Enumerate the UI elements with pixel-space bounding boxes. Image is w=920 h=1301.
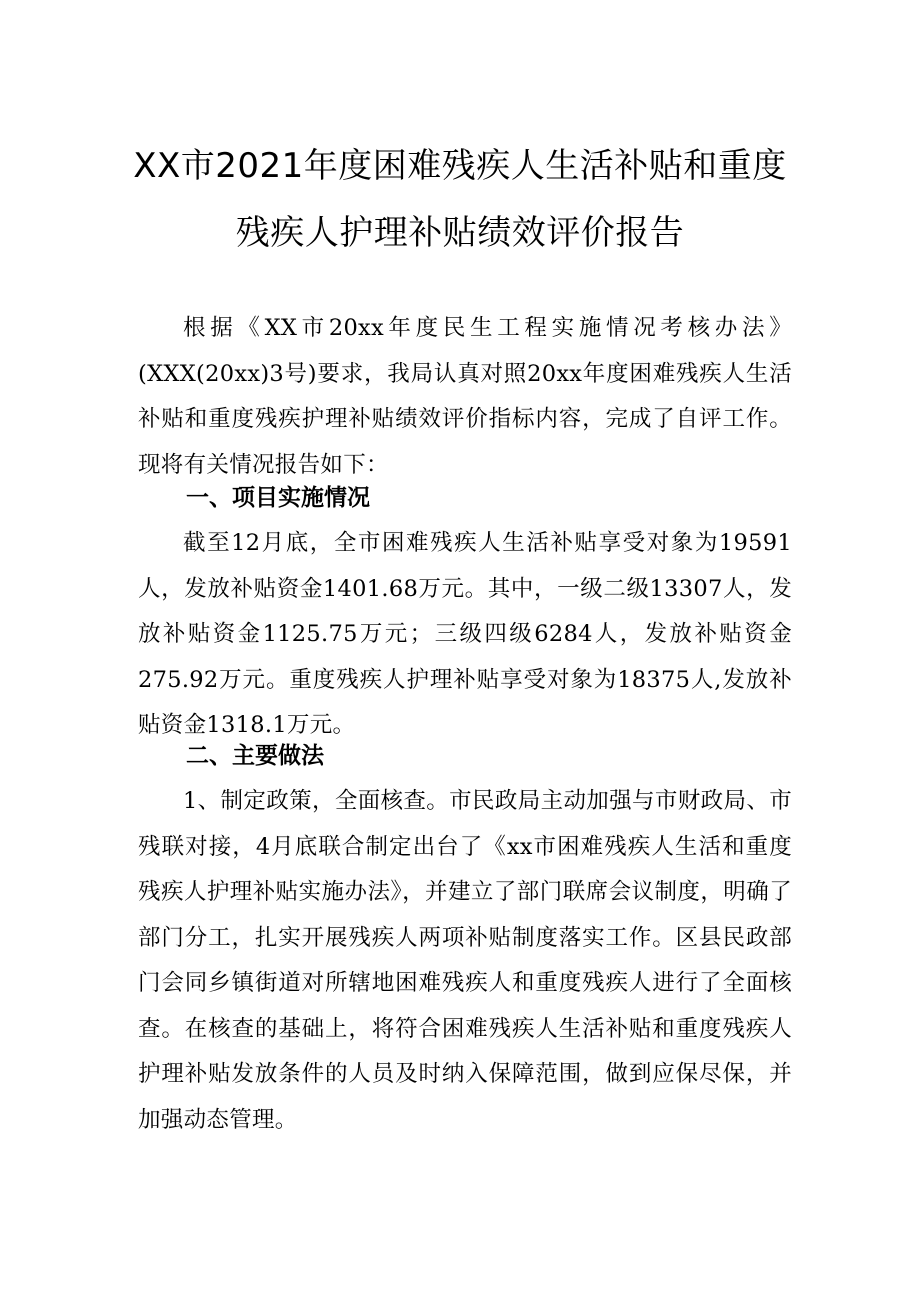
section2-heading: 二、主要做法	[186, 743, 324, 769]
document-title-line1: XX市2021年度困难残疾人生活补贴和重度	[133, 146, 787, 186]
intro-paragraph: 根据《XX市20xx年度民生工程实施情况考核办法》(XXX(20xx)3号)要求，我局认真对照20xx年度困难残疾人生活补贴和重度残疾护理补贴绩效评价指标内容，完成了自评工作。现将有关情况报告如下：	[138, 315, 792, 478]
section1-heading: 一、项目实施情况	[186, 485, 370, 511]
section2-paragraph: 1、制定政策，全面核查。市民政局主动加强与市财政局、市残联对接，4月底联合制定出台了《xx市困难残疾人生活和重度残疾人护理补贴实施办法》，并建立了部门联席会议制度，明确了部门分工，扎实开展残疾人两项补贴制度落实工作。区县民政部门会同乡镇街道对所辖地困难残疾人和重度残疾人进行了全面核查。在核查的基础上，将符合困难残疾人生活补贴和重度残疾人护理补贴发放条件的人员及时纳入保障范围，做到应保尽保，并加强动态管理。	[138, 788, 792, 1133]
document-title-line2: 残疾人护理补贴绩效评价报告	[235, 213, 685, 253]
section1-paragraph: 截至12月底，全市困难残疾人生活补贴享受对象为19591人，发放补贴资金1401.68万元。其中，一级二级13307人，发放补贴资金1125.75万元；三级四级6284人，发放补贴资金275.92万元。重度残疾人护理补贴享受对象为18375人,发放补贴资金1318.1万元。	[138, 530, 792, 738]
